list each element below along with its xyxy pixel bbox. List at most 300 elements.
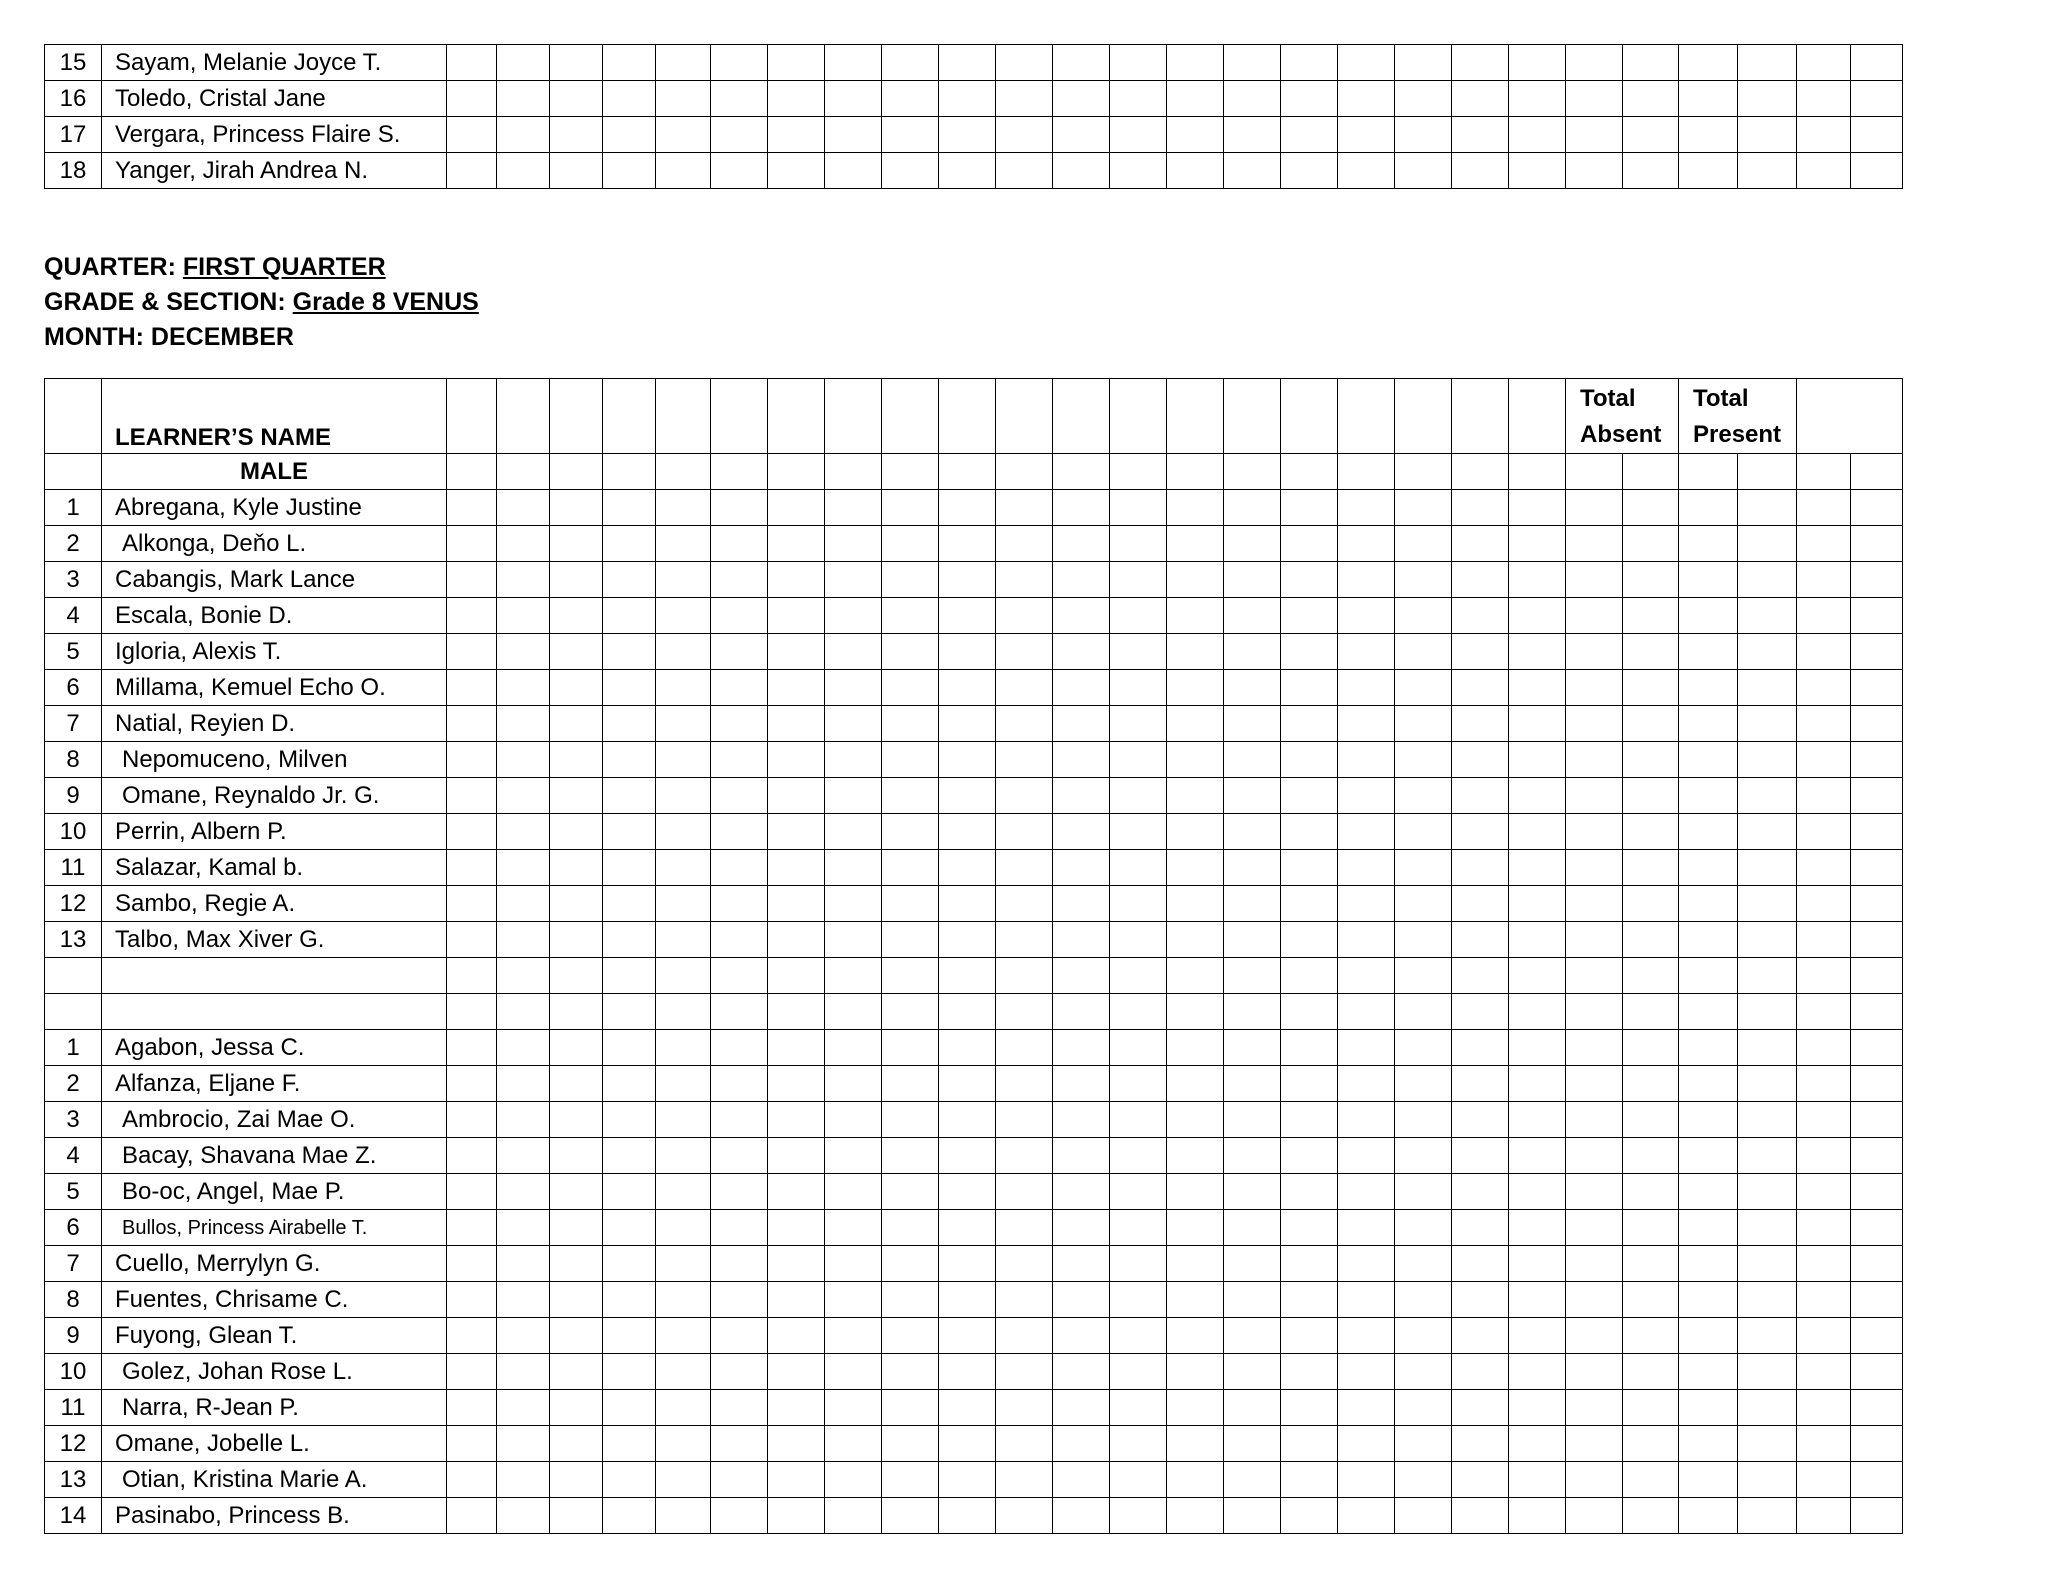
attendance-cell (1509, 1462, 1566, 1498)
attendance-cell (768, 1498, 825, 1534)
attendance-cell (882, 117, 939, 153)
blank-cell (768, 994, 825, 1030)
grade-section-label: GRADE & SECTION: (44, 288, 286, 316)
attendance-cell (1224, 454, 1281, 490)
attendance-cell (939, 1426, 996, 1462)
blank-cell (45, 994, 102, 1030)
blank-cell (825, 958, 882, 994)
attendance-cell (1338, 1174, 1395, 1210)
learner-name: Igloria, Alexis T. (102, 634, 447, 670)
attendance-cell (1053, 1102, 1110, 1138)
attendance-cell (497, 1030, 550, 1066)
attendance-cell (1338, 117, 1395, 153)
attendance-cell (1738, 850, 1797, 886)
attendance-cell (1452, 1210, 1509, 1246)
attendance-table (44, 378, 1903, 1534)
attendance-cell (882, 1354, 939, 1390)
attendance-cell (1224, 886, 1281, 922)
attendance-cell (768, 922, 825, 958)
blank-cell (1167, 994, 1224, 1030)
attendance-cell (882, 1210, 939, 1246)
attendance-cell (939, 454, 996, 490)
attendance-cell (882, 1318, 939, 1354)
month-line (44, 320, 294, 354)
attendance-cell (1738, 81, 1797, 117)
male-label-row (45, 454, 1903, 490)
attendance-cell (550, 670, 603, 706)
attendance-cell (1797, 634, 1851, 670)
attendance-cell (882, 886, 939, 922)
attendance-cell (768, 153, 825, 189)
attendance-cell (1167, 1030, 1224, 1066)
attendance-cell (1395, 1354, 1452, 1390)
attendance-cell (768, 886, 825, 922)
attendance-cell (603, 1030, 656, 1066)
attendance-cell (1738, 1174, 1797, 1210)
attendance-cell (882, 1282, 939, 1318)
attendance-cell (882, 562, 939, 598)
attendance-cell (711, 1138, 768, 1174)
attendance-cell (1509, 562, 1566, 598)
learners-name-header: LEARNER’S NAME (102, 379, 447, 454)
attendance-cell (1452, 153, 1509, 189)
attendance-cell (1452, 1174, 1509, 1210)
attendance-cell (711, 1282, 768, 1318)
attendance-cell (1338, 886, 1395, 922)
attendance-cell (996, 562, 1053, 598)
row-number: 18 (45, 153, 102, 189)
attendance-cell (768, 1426, 825, 1462)
attendance-cell (1167, 153, 1224, 189)
attendance-cell (550, 526, 603, 562)
attendance-cell (1338, 1210, 1395, 1246)
attendance-cell (882, 670, 939, 706)
attendance-cell (1167, 1138, 1224, 1174)
attendance-cell (1623, 1102, 1679, 1138)
table-row (45, 994, 1903, 1030)
attendance-cell (1679, 1426, 1738, 1462)
attendance-cell (1224, 922, 1281, 958)
attendance-cell (1167, 598, 1224, 634)
attendance-cell (497, 1390, 550, 1426)
attendance-cell (447, 634, 497, 670)
attendance-cell (1509, 634, 1566, 670)
attendance-cell (1053, 45, 1110, 81)
attendance-cell (1623, 81, 1679, 117)
attendance-cell (1224, 1174, 1281, 1210)
learner-name: Sayam, Melanie Joyce T. (102, 45, 447, 81)
attendance-cell (1797, 850, 1851, 886)
attendance-cell (447, 1102, 497, 1138)
attendance-cell (603, 670, 656, 706)
attendance-cell (825, 1102, 882, 1138)
attendance-cell (825, 1354, 882, 1390)
attendance-cell (939, 706, 996, 742)
table-row (45, 1390, 1903, 1426)
attendance-cell (1110, 670, 1167, 706)
attendance-cell (497, 45, 550, 81)
day-header-cell (939, 379, 996, 454)
attendance-cell (1797, 1174, 1851, 1210)
attendance-cell (825, 117, 882, 153)
attendance-cell (1053, 490, 1110, 526)
attendance-cell (1566, 1390, 1623, 1426)
attendance-cell (1851, 454, 1903, 490)
attendance-cell (1623, 1282, 1679, 1318)
blank-cell (45, 958, 102, 994)
attendance-cell (1738, 1426, 1797, 1462)
attendance-cell (1566, 1138, 1623, 1174)
attendance-cell (1566, 526, 1623, 562)
attendance-cell (1452, 1390, 1509, 1426)
blank-cell (1224, 958, 1281, 994)
attendance-cell (550, 1102, 603, 1138)
attendance-cell (825, 1282, 882, 1318)
blank-cell (1452, 994, 1509, 1030)
attendance-cell (1509, 1318, 1566, 1354)
blank-cell (1281, 994, 1338, 1030)
attendance-cell (656, 490, 711, 526)
attendance-cell (939, 850, 996, 886)
attendance-cell (1053, 454, 1110, 490)
blank-cell (1566, 958, 1623, 994)
attendance-cell (1623, 1174, 1679, 1210)
attendance-cell (1738, 886, 1797, 922)
attendance-cell (1395, 706, 1452, 742)
blank-cell (1395, 958, 1452, 994)
attendance-cell (1452, 1282, 1509, 1318)
table-row (45, 1210, 1903, 1246)
day-header-cell (825, 379, 882, 454)
attendance-cell (1509, 1102, 1566, 1138)
attendance-cell (1851, 598, 1903, 634)
learner-name: Pasinabo, Princess B. (102, 1498, 447, 1534)
attendance-cell (711, 1210, 768, 1246)
blank-cell (497, 994, 550, 1030)
attendance-cell (1738, 598, 1797, 634)
row-number: 14 (45, 1498, 102, 1534)
attendance-cell (1679, 1246, 1738, 1282)
attendance-cell (550, 850, 603, 886)
attendance-cell (656, 1462, 711, 1498)
attendance-cell (1224, 1210, 1281, 1246)
attendance-cell (1566, 490, 1623, 526)
attendance-cell (1679, 526, 1738, 562)
attendance-cell (1167, 1066, 1224, 1102)
attendance-cell (1623, 1462, 1679, 1498)
attendance-cell (768, 1318, 825, 1354)
blank-cell (825, 994, 882, 1030)
attendance-cell (603, 886, 656, 922)
attendance-cell (939, 117, 996, 153)
attendance-cell (1281, 598, 1338, 634)
attendance-cell (939, 1102, 996, 1138)
attendance-cell (497, 814, 550, 850)
day-header-cell (1509, 379, 1566, 454)
blank-cell (1338, 994, 1395, 1030)
attendance-cell (1738, 634, 1797, 670)
attendance-cell (1738, 490, 1797, 526)
attendance-cell (497, 562, 550, 598)
attendance-cell (656, 1426, 711, 1462)
attendance-cell (1851, 45, 1903, 81)
attendance-cell (1738, 1354, 1797, 1390)
attendance-cell (1110, 1462, 1167, 1498)
attendance-cell (1110, 1102, 1167, 1138)
attendance-cell (1110, 634, 1167, 670)
attendance-cell (1738, 117, 1797, 153)
attendance-cell (1623, 1354, 1679, 1390)
attendance-cell (882, 1102, 939, 1138)
attendance-cell (1110, 117, 1167, 153)
blank-cell (603, 958, 656, 994)
attendance-cell (1338, 1354, 1395, 1390)
attendance-cell (447, 153, 497, 189)
attendance-cell (1509, 1174, 1566, 1210)
attendance-cell (447, 706, 497, 742)
attendance-cell (1281, 1390, 1338, 1426)
attendance-cell (1338, 490, 1395, 526)
attendance-cell (939, 1030, 996, 1066)
row-number: 5 (45, 1174, 102, 1210)
attendance-cell (497, 742, 550, 778)
attendance-cell (1053, 153, 1110, 189)
attendance-cell (497, 153, 550, 189)
attendance-cell (1566, 598, 1623, 634)
attendance-cell (1679, 1498, 1738, 1534)
attendance-cell (1738, 1282, 1797, 1318)
attendance-cell (1509, 598, 1566, 634)
learner-name: Toledo, Cristal Jane (102, 81, 447, 117)
attendance-cell (550, 1318, 603, 1354)
attendance-cell (711, 1030, 768, 1066)
attendance-cell (497, 1246, 550, 1282)
attendance-cell (882, 1246, 939, 1282)
day-header-cell (497, 379, 550, 454)
attendance-cell (447, 1318, 497, 1354)
attendance-cell (939, 526, 996, 562)
attendance-cell (1281, 1138, 1338, 1174)
attendance-cell (1452, 1318, 1509, 1354)
attendance-cell (1452, 454, 1509, 490)
attendance-cell (939, 778, 996, 814)
attendance-cell (1224, 153, 1281, 189)
blank-cell (1623, 994, 1679, 1030)
attendance-cell (1224, 706, 1281, 742)
attendance-cell (550, 490, 603, 526)
attendance-cell (1851, 562, 1903, 598)
attendance-cell (656, 1318, 711, 1354)
table-row (45, 1426, 1903, 1462)
attendance-cell (1338, 1030, 1395, 1066)
attendance-cell (1509, 1030, 1566, 1066)
attendance-cell (1338, 634, 1395, 670)
attendance-cell (1338, 850, 1395, 886)
attendance-cell (1110, 1210, 1167, 1246)
attendance-cell (1338, 153, 1395, 189)
attendance-cell (603, 1246, 656, 1282)
attendance-cell (1851, 1246, 1903, 1282)
day-header-cell (1281, 379, 1338, 454)
attendance-cell (1224, 1282, 1281, 1318)
attendance-cell (447, 454, 497, 490)
table-row (45, 1282, 1903, 1318)
table-row (45, 153, 1903, 189)
total-absent-header: Total Absent (1566, 379, 1679, 454)
attendance-cell (1395, 562, 1452, 598)
attendance-cell (550, 45, 603, 81)
attendance-cell (1452, 742, 1509, 778)
learner-name: Talbo, Max Xiver G. (102, 922, 447, 958)
attendance-cell (1566, 1246, 1623, 1282)
attendance-cell (1452, 706, 1509, 742)
attendance-cell (1566, 814, 1623, 850)
attendance-cell (1679, 886, 1738, 922)
table-row (45, 778, 1903, 814)
attendance-cell (550, 1174, 603, 1210)
attendance-cell (1509, 1138, 1566, 1174)
attendance-cell (1623, 45, 1679, 81)
attendance-cell (825, 1210, 882, 1246)
attendance-cell (939, 1354, 996, 1390)
day-header-cell (550, 379, 603, 454)
attendance-cell (1395, 1138, 1452, 1174)
learner-name: Alfanza, Eljane F. (102, 1066, 447, 1102)
attendance-cell (1623, 1030, 1679, 1066)
attendance-cell (1053, 742, 1110, 778)
attendance-cell (1167, 81, 1224, 117)
attendance-cell (1053, 1174, 1110, 1210)
attendance-cell (550, 742, 603, 778)
attendance-cell (1623, 598, 1679, 634)
attendance-cell (1395, 1030, 1452, 1066)
row-number: 1 (45, 1030, 102, 1066)
attendance-cell (1395, 670, 1452, 706)
attendance-cell (603, 634, 656, 670)
attendance-cell (1623, 454, 1679, 490)
attendance-cell (1452, 45, 1509, 81)
attendance-cell (1053, 117, 1110, 153)
attendance-cell (1509, 1426, 1566, 1462)
attendance-cell (1452, 634, 1509, 670)
attendance-cell (996, 1390, 1053, 1426)
attendance-cell (1110, 814, 1167, 850)
attendance-cell (1509, 1246, 1566, 1282)
attendance-cell (825, 1462, 882, 1498)
attendance-cell (447, 1462, 497, 1498)
attendance-cell (603, 922, 656, 958)
blank-cell (45, 454, 102, 490)
row-number: 8 (45, 742, 102, 778)
row-number: 13 (45, 1462, 102, 1498)
grade-section-line (44, 285, 479, 319)
attendance-cell (1338, 1246, 1395, 1282)
attendance-cell (1679, 742, 1738, 778)
attendance-cell (1281, 706, 1338, 742)
blank-cell (1053, 958, 1110, 994)
attendance-cell (1623, 153, 1679, 189)
attendance-cell (1281, 526, 1338, 562)
table-row (45, 814, 1903, 850)
learner-name: Escala, Bonie D. (102, 598, 447, 634)
attendance-cell (1338, 1102, 1395, 1138)
blank-cell (1395, 994, 1452, 1030)
header-row (45, 379, 1903, 454)
attendance-cell (1338, 1066, 1395, 1102)
quarter-line (44, 250, 386, 284)
attendance-cell (447, 1066, 497, 1102)
attendance-cell (996, 1138, 1053, 1174)
attendance-cell (1281, 670, 1338, 706)
attendance-cell (1452, 814, 1509, 850)
quarter-label: QUARTER: (44, 253, 176, 281)
table-row (45, 670, 1903, 706)
attendance-cell (1679, 1390, 1738, 1426)
blank-cell (1509, 958, 1566, 994)
attendance-cell (1679, 922, 1738, 958)
day-header-cell (768, 379, 825, 454)
attendance-cell (1281, 742, 1338, 778)
attendance-cell (1395, 1066, 1452, 1102)
attendance-cell (1509, 706, 1566, 742)
attendance-cell (656, 634, 711, 670)
attendance-cell (882, 526, 939, 562)
attendance-cell (1167, 1354, 1224, 1390)
attendance-cell (1623, 526, 1679, 562)
attendance-cell (768, 1390, 825, 1426)
attendance-cell (1797, 886, 1851, 922)
attendance-cell (1281, 634, 1338, 670)
table-row (45, 490, 1903, 526)
attendance-cell (603, 1390, 656, 1426)
attendance-cell (656, 562, 711, 598)
attendance-cell (939, 490, 996, 526)
row-number: 8 (45, 1282, 102, 1318)
attendance-cell (825, 1390, 882, 1426)
blank-cell (603, 994, 656, 1030)
attendance-cell (447, 1174, 497, 1210)
attendance-cell (1224, 1498, 1281, 1534)
attendance-cell (497, 1138, 550, 1174)
attendance-cell (1679, 598, 1738, 634)
blank-cell (447, 958, 497, 994)
attendance-cell (1395, 1174, 1452, 1210)
attendance-cell (1851, 706, 1903, 742)
attendance-cell (1797, 1030, 1851, 1066)
attendance-cell (939, 1498, 996, 1534)
attendance-cell (550, 1498, 603, 1534)
attendance-cell (939, 742, 996, 778)
attendance-cell (939, 670, 996, 706)
attendance-cell (447, 45, 497, 81)
row-number: 15 (45, 45, 102, 81)
attendance-cell (1623, 1138, 1679, 1174)
attendance-cell (1281, 1354, 1338, 1390)
learner-name: Cuello, Merrylyn G. (102, 1246, 447, 1282)
attendance-cell (1110, 778, 1167, 814)
attendance-cell (1053, 1390, 1110, 1426)
attendance-cell (1281, 1498, 1338, 1534)
blank-cell (447, 994, 497, 1030)
attendance-cell (656, 153, 711, 189)
attendance-cell (1053, 778, 1110, 814)
attendance-cell (939, 1246, 996, 1282)
attendance-cell (1281, 1282, 1338, 1318)
attendance-cell (603, 1174, 656, 1210)
attendance-cell (550, 1138, 603, 1174)
attendance-cell (497, 81, 550, 117)
attendance-cell (711, 490, 768, 526)
